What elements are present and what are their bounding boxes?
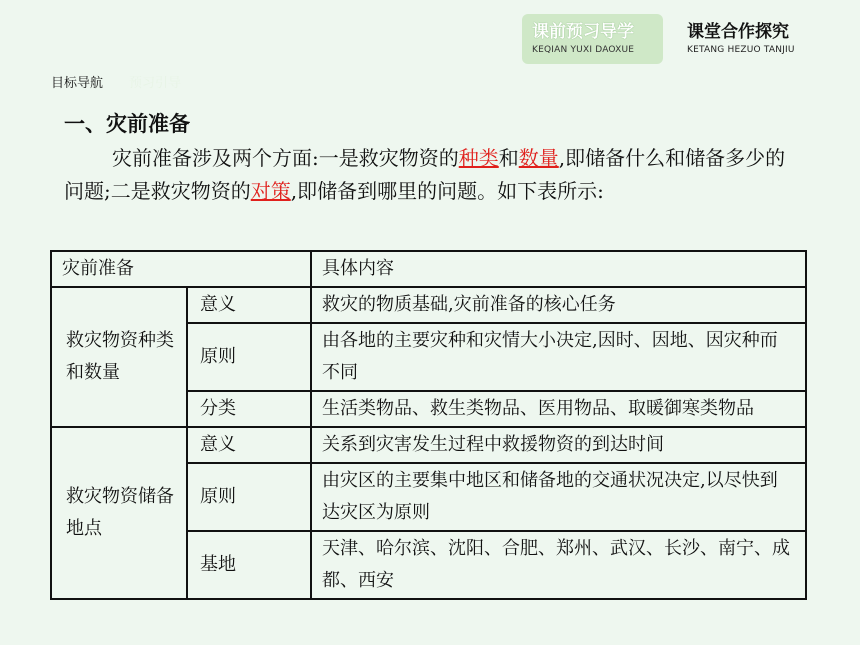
row-label: 分类 bbox=[187, 391, 311, 427]
row-content: 天津、哈尔滨、沈阳、合肥、郑州、武汉、长沙、南宁、成都、西安 bbox=[311, 531, 806, 599]
group-name: 救灾物资储备地点 bbox=[51, 427, 187, 599]
table-row bbox=[51, 427, 806, 463]
para-text: ,即储备什么和储备多少的问题;二是救灾物资的 bbox=[64, 146, 786, 203]
table-header-cell: 具体内容 bbox=[311, 251, 806, 287]
nav-item-current[interactable]: 目标导航 bbox=[51, 76, 104, 91]
tab-label: 课堂合作探究 bbox=[687, 21, 789, 42]
tab-keqian-yuxi[interactable] bbox=[522, 14, 663, 64]
para-text: 和 bbox=[498, 146, 519, 170]
highlight-term: 数量 bbox=[518, 146, 559, 170]
para-text: ,即储备到哪里的问题。如下表所示: bbox=[290, 179, 604, 203]
row-content: 由各地的主要灾种和灾情大小决定,因时、因地、因灾种而不同 bbox=[311, 323, 806, 391]
row-content: 由灾区的主要集中地区和储备地的交通状况决定,以尽快到达灾区为原则 bbox=[311, 463, 806, 531]
nav-item-other[interactable]: 预习引导 bbox=[129, 76, 182, 91]
table-header-row bbox=[51, 251, 806, 287]
header-tabs bbox=[522, 14, 805, 64]
row-label: 原则 bbox=[187, 323, 311, 391]
para-text: 灾前准备涉及两个方面:一是救灾物资的 bbox=[112, 146, 459, 170]
highlight-term: 对策 bbox=[250, 179, 291, 203]
row-label: 意义 bbox=[187, 287, 311, 323]
sub-nav bbox=[51, 72, 181, 91]
row-label: 基地 bbox=[187, 531, 311, 599]
group-name: 救灾物资种类和数量 bbox=[51, 287, 187, 427]
tab-ketang-hezuo[interactable] bbox=[677, 14, 805, 64]
row-content: 救灾的物质基础,灾前准备的核心任务 bbox=[311, 287, 806, 323]
tab-subtitle: KEQIAN YUXI DAOXUE bbox=[532, 44, 635, 55]
tab-label: 课前预习导学 bbox=[532, 21, 634, 42]
preparation-table bbox=[50, 250, 807, 600]
table-row bbox=[51, 287, 806, 323]
row-label: 意义 bbox=[187, 427, 311, 463]
row-label: 原则 bbox=[187, 463, 311, 531]
table-header-cell: 灾前准备 bbox=[51, 251, 311, 287]
row-content: 生活类物品、救生类物品、医用物品、取暖御寒类物品 bbox=[311, 391, 806, 427]
highlight-term: 种类 bbox=[458, 146, 499, 170]
tab-subtitle: KETANG HEZUO TANJIU bbox=[687, 44, 795, 55]
section-title: 一、灾前准备 bbox=[64, 112, 190, 136]
intro-paragraph bbox=[64, 142, 794, 208]
row-content: 关系到灾害发生过程中救援物资的到达时间 bbox=[311, 427, 806, 463]
